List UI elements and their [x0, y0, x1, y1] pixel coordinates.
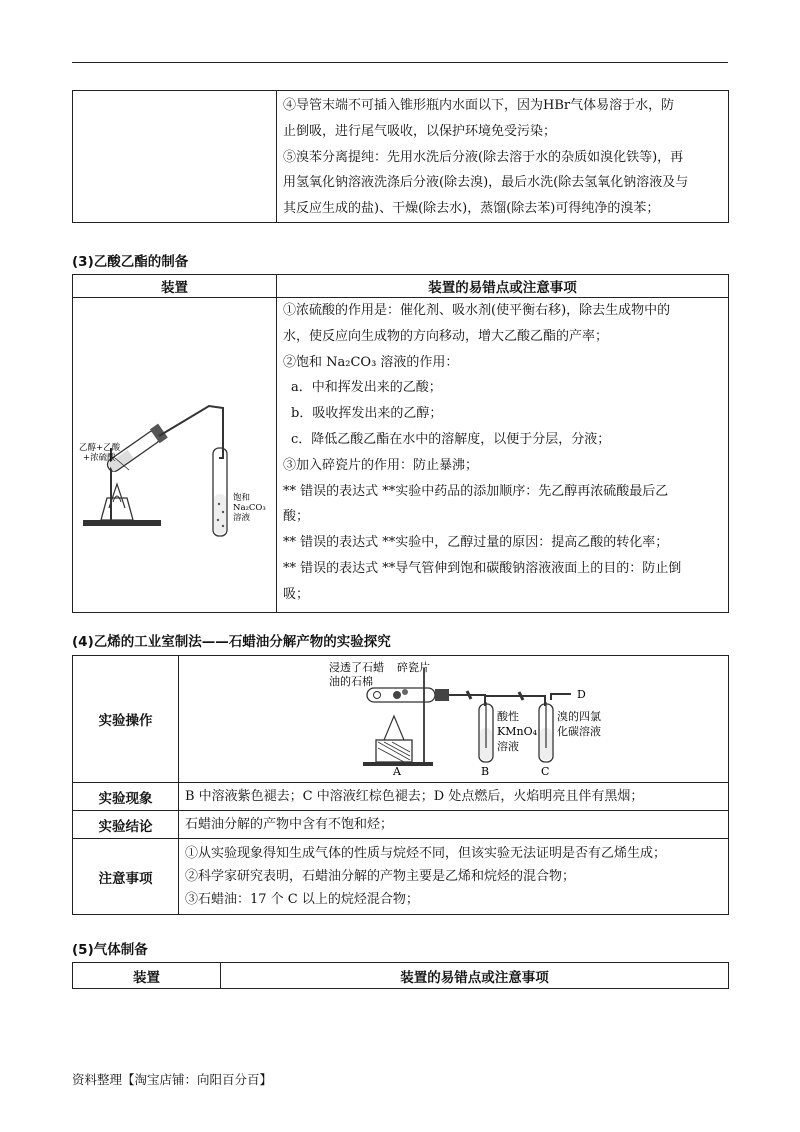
conclusion-text: 石蜡油分解的产物中含有不饱和烃； — [179, 811, 729, 839]
cotton-label: 油的石棉 — [329, 675, 373, 688]
receiver-label: 溶液 — [233, 513, 251, 523]
note-line: ②科学家研究表明，石蜡油分解的产物主要是乙烯和烷烃的混合物； — [185, 869, 576, 884]
c-reagent-label: 化碳溶液 — [557, 725, 601, 738]
section-title-ethyl-acetate: (3)乙酸乙酯的制备 — [72, 254, 189, 270]
row-label-operation: 实验操作 — [73, 656, 179, 783]
header-rule — [72, 62, 728, 63]
note-line: 水，使反应向生成物的方向移动，增大乙酸乙酯的产率； — [283, 328, 609, 344]
row-label-conclusion: 实验结论 — [73, 811, 179, 839]
table-ethylene — [72, 655, 729, 915]
ethyl-acetate-notes-cell — [277, 298, 729, 613]
ethylene-apparatus-figure — [179, 656, 729, 778]
note-line: ** 错误的表达式 **实验中，乙醇过量的原因：提高乙酸的转化率； — [283, 535, 669, 551]
note-line: ** 错误的表达式 **导气管伸到饱和碳酸钠溶液液面上的目的：防止倒 — [283, 560, 682, 576]
note-line: 酸； — [283, 509, 310, 525]
note-line: 其反应生成的盐)、干燥(除去水)，蒸馏(除去苯)可得纯净的溴苯； — [283, 201, 660, 217]
label-b: B — [481, 765, 490, 778]
c-reagent-label: 溴的四氯 — [557, 710, 601, 723]
table-bromobenzene-continued — [72, 90, 729, 223]
note-line: c．降低乙酸乙酯在水中的溶解度，以便于分层，分液； — [291, 431, 611, 447]
b-reagent-label: KMnO₄ — [497, 725, 537, 738]
ethyl-acetate-apparatus-figure — [73, 298, 277, 608]
ethylene-apparatus-cell — [179, 656, 729, 783]
note-line: 止倒吸，进行尾气吸收，以保护环境免受污染； — [283, 123, 557, 139]
header-apparatus: 装置 — [73, 275, 277, 298]
note-line: ③加入碎瓷片的作用：防止暴沸； — [283, 457, 479, 473]
row-label-phenomenon: 实验现象 — [73, 783, 179, 811]
empty-apparatus-cell — [73, 91, 277, 223]
reagent-label: +浓硫酸 — [83, 453, 116, 463]
note-line: ③石蜡油：17 个 C 以上的烷烃混合物； — [185, 892, 419, 907]
label-d: D — [577, 688, 586, 701]
b-reagent-label: 溶液 — [497, 740, 519, 753]
chips-label: 碎瓷片 — [397, 661, 430, 674]
notes-text — [179, 839, 729, 915]
section-title-ethylene: (4)乙烯的工业室制法——石蜡油分解产物的实验探究 — [72, 634, 391, 650]
header-notes: 装置的易错点或注意事项 — [277, 275, 729, 298]
note-line: ④导管末端不可插入锥形瓶内水面以下，因为HBr气体易溶于水，防 — [283, 98, 675, 113]
receiver-label: Na₂CO₃ — [233, 503, 266, 513]
notes-cell — [277, 91, 729, 223]
table-ethyl-acetate — [72, 274, 729, 613]
note-line: b．吸收挥发出来的乙醇； — [291, 406, 443, 422]
label-a: A — [393, 765, 401, 778]
b-reagent-label: 酸性 — [497, 710, 519, 723]
row-label-notes: 注意事项 — [73, 839, 179, 915]
label-c: C — [541, 765, 550, 778]
section-title-gas-prep: (5)气体制备 — [72, 942, 148, 958]
note-line: 吸； — [283, 586, 310, 602]
phenomenon-text: B 中溶液紫色褪去；C 中溶液红棕色褪去；D 处点燃后，火焰明亮且伴有黑烟； — [179, 783, 729, 811]
note-line: a．中和挥发出来的乙酸； — [291, 380, 442, 396]
note-line: ①浓硫酸的作用是：催化剂、吸水剂(使平衡右移)，除去生成物中的 — [283, 303, 671, 318]
note-line: ①从实验现象得知生成气体的性质与烷烃不同，但该实验无法证明是否有乙烯生成； — [185, 846, 667, 861]
cotton-label: 浸透了石蜡 — [329, 661, 384, 674]
note-line: ②饱和 Na₂CO₃ 溶液的作用： — [283, 354, 459, 370]
note-line: 用氢氧化钠溶液洗涤后分液(除去溴)，最后水洗(除去氢氧化钠溶液及与 — [283, 175, 689, 191]
header-apparatus: 装置 — [73, 963, 221, 989]
footer-source: 资料整理【淘宝店铺：向阳百分百】 — [72, 1072, 273, 1087]
note-line: ** 错误的表达式 **实验中药品的添加顺序：先乙醇再浓硫酸最后乙 — [283, 483, 669, 499]
header-notes: 装置的易错点或注意事项 — [221, 963, 729, 989]
reagent-label: 乙醇+乙酸 — [79, 443, 121, 453]
table-gas-prep — [72, 962, 729, 989]
ethyl-acetate-apparatus-cell — [73, 298, 277, 613]
receiver-label: 饱和 — [233, 493, 251, 503]
note-line: ⑤溴苯分离提纯：先用水洗后分液(除去溶于水的杂质如溴化铁等)，再 — [283, 149, 684, 165]
